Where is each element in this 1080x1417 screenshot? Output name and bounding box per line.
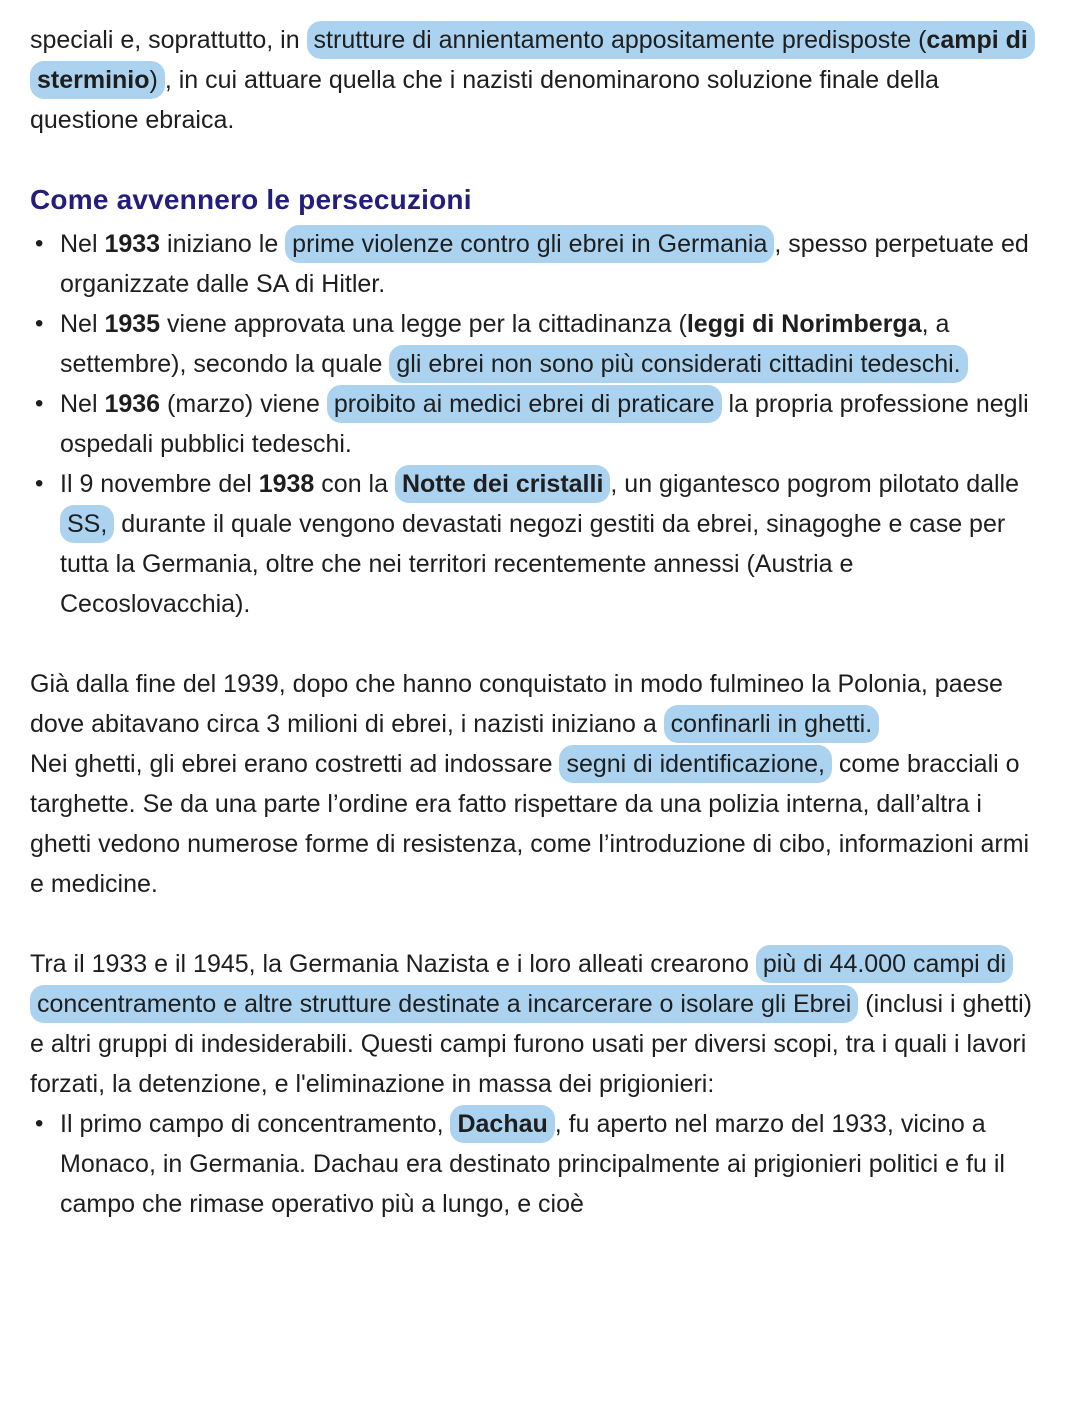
text-run: (inclusi i ghetti) e altri gruppi di indesiderabili. Questi campi furono usati per diversi scopi, tra i quali i lavori forzati, la detenzione, e l'eliminazione in massa dei prigionieri: xyxy=(30,990,1032,1098)
bold-run-year: 1935 xyxy=(104,310,161,338)
text-run: la propria professione negli ospedali pubblici tedeschi. xyxy=(60,390,1029,458)
text-run: Nei ghetti, gli ebrei erano costretti ad indossare xyxy=(30,750,560,778)
highlight-44000-campi: più di 44.000 campi di concentramento e altre strutture destinate a incarcerare o isolare gli Ebrei xyxy=(30,945,1013,1023)
highlight-confinarli-in-ghetti: confinarli in ghetti. xyxy=(664,705,880,743)
highlight-medici-ebrei: proibito ai medici ebrei di praticare xyxy=(327,385,722,423)
text-run: durante il quale vengono devastati negozi gestiti da ebrei, sinagoghe e case per tutta la Germania, oltre che nei territori recentemente annessi (Austria e Cecoslovacchia). xyxy=(60,510,1006,618)
text-run: ) xyxy=(149,66,158,94)
text-run: come bracciali o targhette. Se da una parte l’ordine era fatto rispettare da una polizia interna, dall’altra i ghetti vedono numerose forme di resistenza, come l’introduzione di cibo, informazioni armi e medicine. xyxy=(30,750,1030,898)
text-run: Nel xyxy=(60,230,105,258)
text-run: con la xyxy=(314,470,395,498)
bold-run-year: 1936 xyxy=(104,390,161,418)
bold-run-year: 1938 xyxy=(258,470,315,498)
paragraph-ghetti-2 xyxy=(30,744,1046,904)
highlight-ss: SS, xyxy=(60,505,114,543)
text-run: (marzo) viene xyxy=(160,390,327,418)
text-run: , fu aperto nel marzo del 1933, vicino a Monaco, in Germania. Dachau era destinato principalmente ai prigionieri politici e fu il campo che rimase operativo più a lungo, e cioè xyxy=(60,1110,1005,1218)
text-run: , a settembre), secondo la quale xyxy=(60,310,950,378)
paragraph-ghetti-1 xyxy=(30,664,1046,744)
highlight-notte-dei-cristalli: Notte dei cristalli xyxy=(395,465,610,503)
section-heading-persecuzioni: Come avvennero le persecuzioni xyxy=(30,184,472,215)
camps-list xyxy=(30,1104,1046,1224)
paragraph-sterminio xyxy=(30,20,1046,140)
text-run: Nel xyxy=(60,310,105,338)
text-run: Il primo campo di concentramento, xyxy=(60,1110,451,1138)
text-run: strutture di annientamento appositamente predisposte ( xyxy=(313,26,927,54)
paragraph-campi-concentramento xyxy=(30,944,1046,1104)
list-item-1936 xyxy=(30,384,1046,464)
text-run: , un gigantesco pogrom pilotato dalle xyxy=(610,470,1020,498)
text-run: Il 9 novembre del xyxy=(60,470,259,498)
text-run: , in cui attuare quella che i nazisti denominarono soluzione finale della questione ebraica. xyxy=(30,66,939,134)
list-item-1933 xyxy=(30,224,1046,304)
list-item-1935 xyxy=(30,304,1046,384)
highlight-dachau: Dachau xyxy=(450,1105,554,1143)
list-item-dachau xyxy=(30,1104,1046,1224)
bold-run-leggi-norimberga: leggi di Norimberga xyxy=(686,310,922,338)
text-run: Già dalla fine del 1939, dopo che hanno conquistato in modo fulmineo la Polonia, paese dove abitavano circa 3 milioni di ebrei, i nazisti iniziano a xyxy=(30,670,1003,738)
bold-run-year: 1933 xyxy=(104,230,161,258)
highlight-segni-identificazione: segni di identificazione, xyxy=(559,745,832,783)
text-run: Tra il 1933 e il 1945, la Germania Nazista e i loro alleati crearono xyxy=(30,950,756,978)
bold-run-campi-di-sterminio: campi di sterminio xyxy=(37,26,1028,94)
text-run: viene approvata una legge per la cittadinanza ( xyxy=(160,310,687,338)
text-run: iniziano le xyxy=(160,230,286,258)
highlight-cittadini-tedeschi: gli ebrei non sono più considerati cittadini tedeschi. xyxy=(389,345,967,383)
persecution-timeline-list xyxy=(30,224,1046,624)
highlight-prime-violenze: prime violenze contro gli ebrei in Germania xyxy=(285,225,774,263)
list-item-1938 xyxy=(30,464,1046,624)
text-run: Nel xyxy=(60,390,105,418)
text-run: speciali e, soprattutto, in xyxy=(30,26,307,54)
text-run: , spesso perpetuate ed organizzate dalle SA di Hitler. xyxy=(60,230,1029,298)
